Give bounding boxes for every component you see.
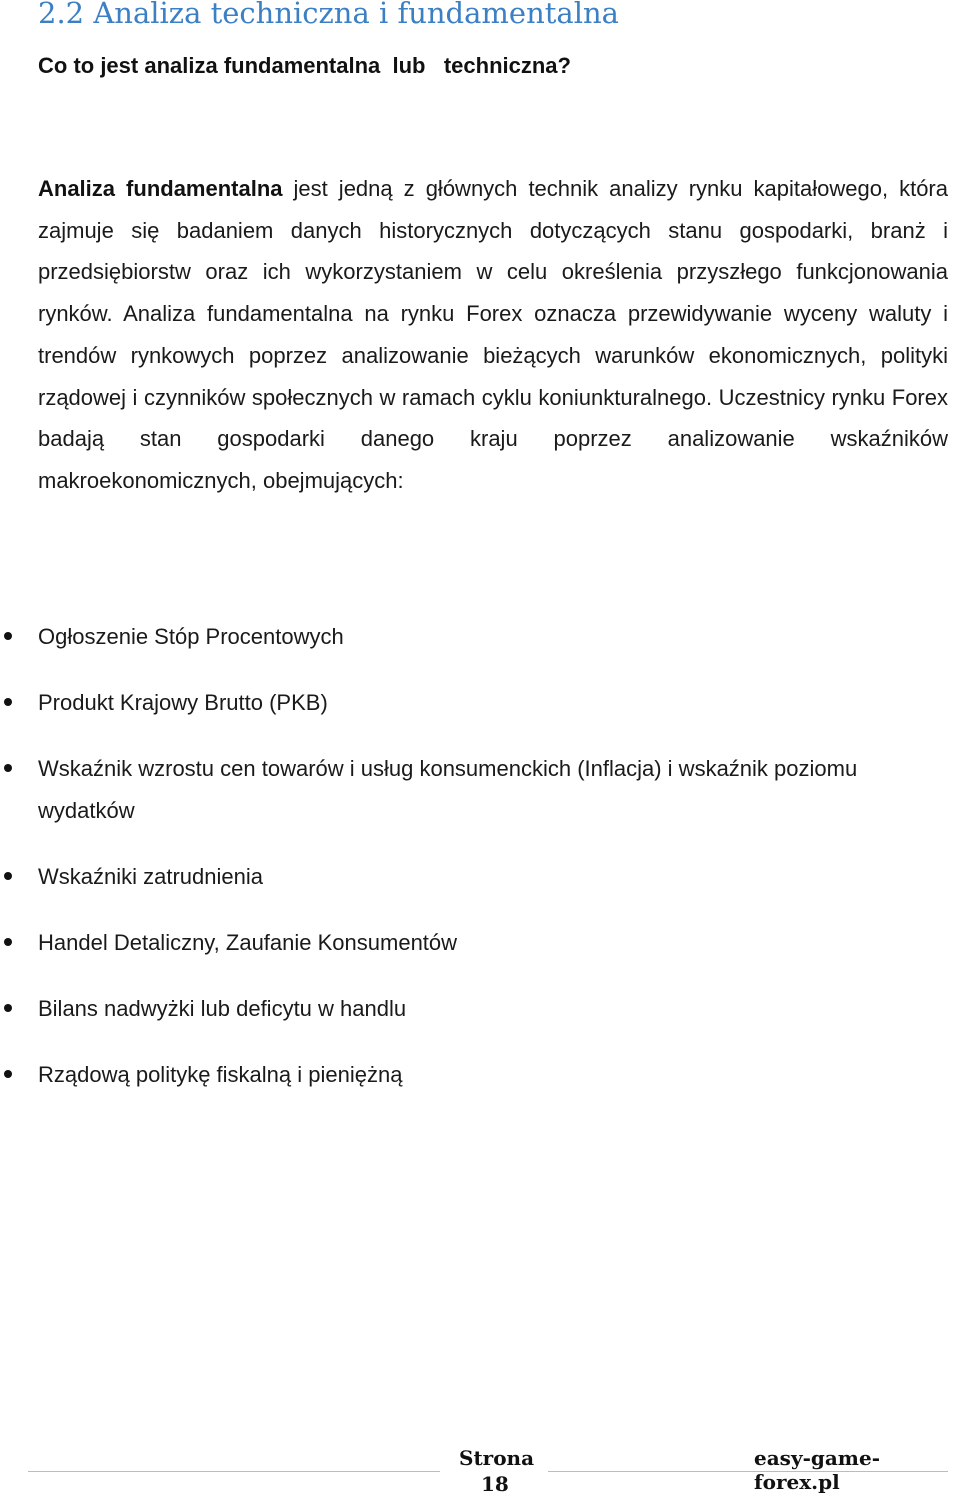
paragraph-text: jest jedną z głównych technik analizy rynku kapitałowego, która zajmuje się badaniem danych historycznych dotyczących stanu gospodarki, branż i przedsiębiorstw oraz ich wykorzystaniem w celu określenia przyszłego funkcjonowania rynków. Analiza fundamentalna na rynku Forex oznacza przewidywanie wyceny waluty i trendów rynkowych poprzez analizowanie bieżących warunków ekonomicznych, polityki rządowej i czynników społecznych w ramach cyklu koniunkturalnego. Uczestnicy rynku Forex badają stan gospodarki danego kraju poprzez analizowanie wskaźników makroekonomicznych, obejmujących: xyxy=(38,176,948,493)
list-item-text: Produkt Krajowy Brutto (PKB) xyxy=(38,690,328,715)
bullet-icon xyxy=(4,764,12,772)
question-subheading: Co to jest analiza fundamentalna lub techniczna? xyxy=(38,53,571,78)
list-item-text: Bilans nadwyżki lub deficytu w handlu xyxy=(38,995,407,1021)
page-number: 18 xyxy=(481,1472,509,1496)
list-item xyxy=(0,856,960,898)
bullet-icon xyxy=(4,938,12,946)
list-item xyxy=(0,682,960,724)
list-item-text: Ogłoszenie Stóp Procentowych xyxy=(38,624,344,649)
page-label: Strona xyxy=(459,1446,535,1470)
list-item xyxy=(0,748,960,831)
body-paragraph xyxy=(38,168,948,502)
list-item-text: Wskaźnik wzrostu cen towarów i usług konsumenckich (Inflacja) i wskaźnik poziomu wydatków xyxy=(38,756,858,823)
list-item xyxy=(0,1054,960,1096)
list-item xyxy=(0,988,960,1030)
indicator-list xyxy=(0,616,960,1120)
bullet-icon xyxy=(4,632,12,640)
list-item-text: Wskaźniki zatrudnienia xyxy=(38,863,263,889)
bullet-icon xyxy=(4,698,12,706)
list-item-text: Rządową politykę fiskalną i pieniężną xyxy=(38,1061,403,1087)
section-heading: 2.2 Analiza techniczna i fundamentalna xyxy=(38,0,619,30)
list-item xyxy=(0,922,960,964)
footer-divider-left xyxy=(28,1471,440,1472)
site-name: easy-game-forex.pl xyxy=(754,1446,880,1494)
list-item xyxy=(0,616,960,658)
bold-lead-term: Analiza fundamentalna xyxy=(38,176,283,201)
bullet-icon xyxy=(4,1004,12,1012)
bullet-icon xyxy=(4,872,12,880)
bullet-icon xyxy=(4,1070,12,1078)
list-item-text: Handel Detaliczny, Zaufanie Konsumentów xyxy=(38,929,458,955)
